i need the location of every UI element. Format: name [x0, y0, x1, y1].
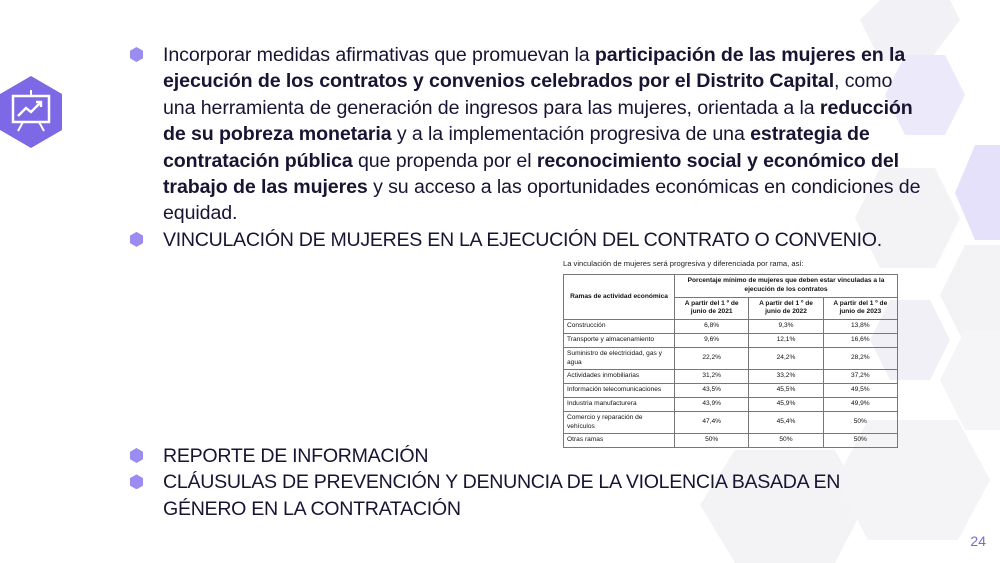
bg-hexagon	[940, 330, 1000, 430]
branch-cell: Transporte y almacenamiento	[564, 333, 675, 347]
table-row	[564, 347, 898, 370]
value-cell: 49,5%	[823, 384, 897, 398]
branch-cell: Otras ramas	[564, 434, 675, 448]
rates-table	[563, 274, 898, 448]
list-item: REPORTE DE INFORMACIÓN	[128, 443, 888, 469]
header-2023: A partir del 1 º de junio de 2023	[823, 297, 897, 320]
value-cell: 50%	[823, 411, 897, 434]
header-group: Porcentaje mínimo de mujeres que deben estar vinculadas a la ejecución de los contratos	[675, 275, 898, 298]
value-cell: 12,1%	[749, 333, 823, 347]
table-row	[564, 384, 898, 398]
table-row	[564, 370, 898, 384]
bg-hexagon	[955, 145, 1000, 240]
hexagon-bullet-icon	[130, 47, 143, 62]
branch-cell: Información telecomunicaciones	[564, 384, 675, 398]
value-cell: 6,8%	[675, 320, 749, 334]
table-caption: La vinculación de mujeres será progresiva y diferenciada por rama, así:	[563, 259, 804, 268]
list-item: VINCULACIÓN DE MUJERES EN LA EJECUCIÓN DEL CONTRATO O CONVENIO.	[128, 227, 928, 253]
value-cell: 45,9%	[749, 397, 823, 411]
value-cell: 45,4%	[749, 411, 823, 434]
header-2021: A partir del 1 º de junio de 2021	[675, 297, 749, 320]
branch-cell: Comercio y reparación de vehículos	[564, 411, 675, 434]
women-participation-table	[555, 259, 897, 448]
value-cell: 13,8%	[823, 320, 897, 334]
bullet-list-lower	[128, 443, 888, 522]
value-cell: 43,9%	[675, 397, 749, 411]
value-cell: 28,2%	[823, 347, 897, 370]
branch-cell: Suministro de electricidad, gas y agua	[564, 347, 675, 370]
value-cell: 47,4%	[675, 411, 749, 434]
value-cell: 37,2%	[823, 370, 897, 384]
list-item: Incorporar medidas afirmativas que promuevan la participación de las mujeres en la ejecución de los contratos y convenios celebrados por el Distrito Capital, como una herramienta de generación de ingresos para las mujeres, orientada a la reducción de su pobreza monetaria y a la implementación progresiva de una estrategia de contratación pública que propenda por el reconocimiento social y económico del trabajo de las mujeres y su acceso a las oportunidades económicas en condiciones de equidad.	[128, 42, 928, 227]
branch-cell: Construcción	[564, 320, 675, 334]
value-cell: 31,2%	[675, 370, 749, 384]
hexagon-bullet-icon	[130, 474, 143, 489]
value-cell: 49,9%	[823, 397, 897, 411]
header-2022: A partir del 1 º de junio de 2022	[749, 297, 823, 320]
value-cell: 22,2%	[675, 347, 749, 370]
list-item: CLÁUSULAS DE PREVENCIÓN Y DENUNCIA DE LA VIOLENCIA BASADA EN GÉNERO EN LA CONTRATACIÓN	[128, 469, 888, 522]
value-cell: 50%	[749, 434, 823, 448]
presentation-chart-icon	[0, 76, 62, 148]
page-number: 24	[970, 533, 986, 549]
value-cell: 43,5%	[675, 384, 749, 398]
table-row	[564, 320, 898, 334]
value-cell: 50%	[823, 434, 897, 448]
hexagon-bullet-icon	[130, 232, 143, 247]
value-cell: 50%	[675, 434, 749, 448]
value-cell: 33,2%	[749, 370, 823, 384]
branch-cell: Industria manufacturera	[564, 397, 675, 411]
value-cell: 24,2%	[749, 347, 823, 370]
value-cell: 45,5%	[749, 384, 823, 398]
value-cell: 9,6%	[675, 333, 749, 347]
header-branch: Ramas de actividad económica	[564, 275, 675, 320]
value-cell: 9,3%	[749, 320, 823, 334]
bullet-list	[128, 42, 928, 253]
hexagon-bullet-icon	[130, 448, 143, 463]
branch-cell: Actividades inmobiliarias	[564, 370, 675, 384]
table-row	[564, 411, 898, 434]
table-row	[564, 333, 898, 347]
value-cell: 16,6%	[823, 333, 897, 347]
table-row	[564, 397, 898, 411]
